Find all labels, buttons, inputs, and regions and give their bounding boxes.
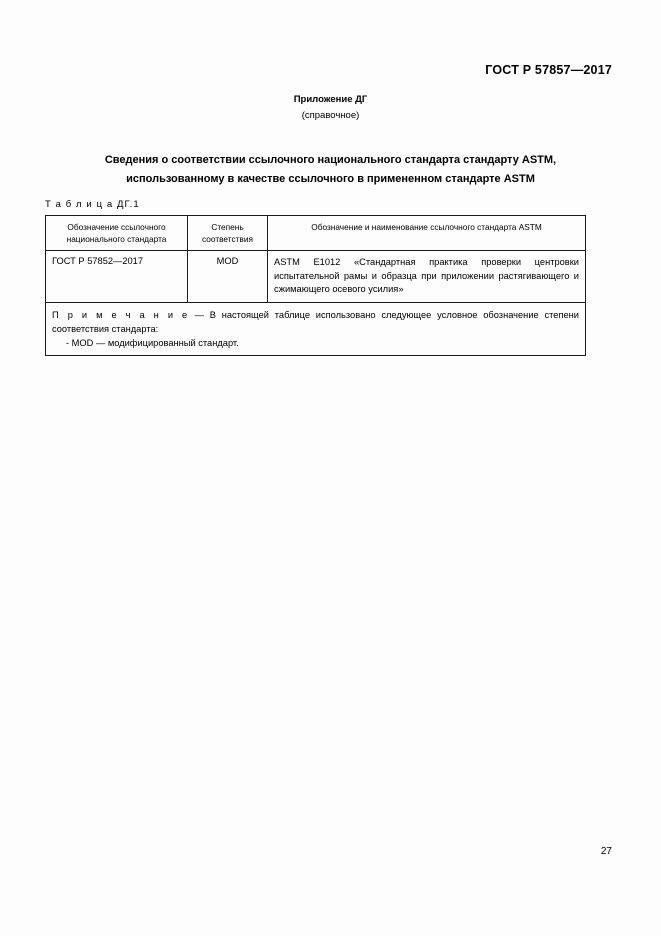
- annex-title: [70, 151, 591, 189]
- header-col3-line1: Обозначение и наименование ссылочного стандарта ASTM: [311, 222, 542, 232]
- note-text: — В настоящей таблице использовано следующее условное обозначение степени соответствия стандарта:: [52, 309, 579, 334]
- cell-national-standard: ГОСТ Р 57852—2017: [46, 251, 188, 303]
- header-col2-line2: соответствия: [202, 234, 253, 244]
- table-header-conformity-degree: [188, 216, 268, 251]
- conformity-table: [45, 215, 586, 356]
- annex-title-line-2: использованному в качестве ссылочного в примененном стандарте ASTM: [126, 173, 535, 185]
- annex-label: Приложение ДГ: [293, 94, 368, 105]
- note-item: - MOD — модифицированный стандарт.: [66, 337, 239, 348]
- header-col2-line1: Степень: [211, 222, 244, 232]
- header-col1-line1: Обозначение ссылочного: [67, 222, 166, 232]
- table-note: [46, 302, 586, 355]
- cell-astm-standard: ASTM E1012 «Стандартная практика проверки центровки испытательной рамы и образца при приложении растягивающего и сжимающего осевого усилия»: [268, 251, 586, 303]
- page-header-standard-number: ГОСТ Р 57857—2017: [485, 63, 612, 77]
- page-number: 27: [600, 846, 612, 857]
- table-header-astm-standard: [268, 216, 586, 251]
- table-caption: Т а б л и ц а ДГ.1: [45, 199, 140, 210]
- note-label: П р и м е ч а н и е: [52, 309, 189, 320]
- cell-conformity-degree: MOD: [188, 251, 268, 303]
- note-paragraph: [52, 310, 579, 334]
- table-row: [46, 251, 586, 303]
- annex-kind: (справочное): [301, 110, 360, 121]
- table-note-row: [46, 302, 586, 355]
- table-header-row: [46, 216, 586, 251]
- annex-title-line-1: Сведения о соответствии ссылочного национального стандарта стандарту ASTM,: [104, 154, 557, 166]
- table-header-national-standard: [46, 216, 188, 251]
- header-col1-line2: национального стандарта: [66, 234, 167, 244]
